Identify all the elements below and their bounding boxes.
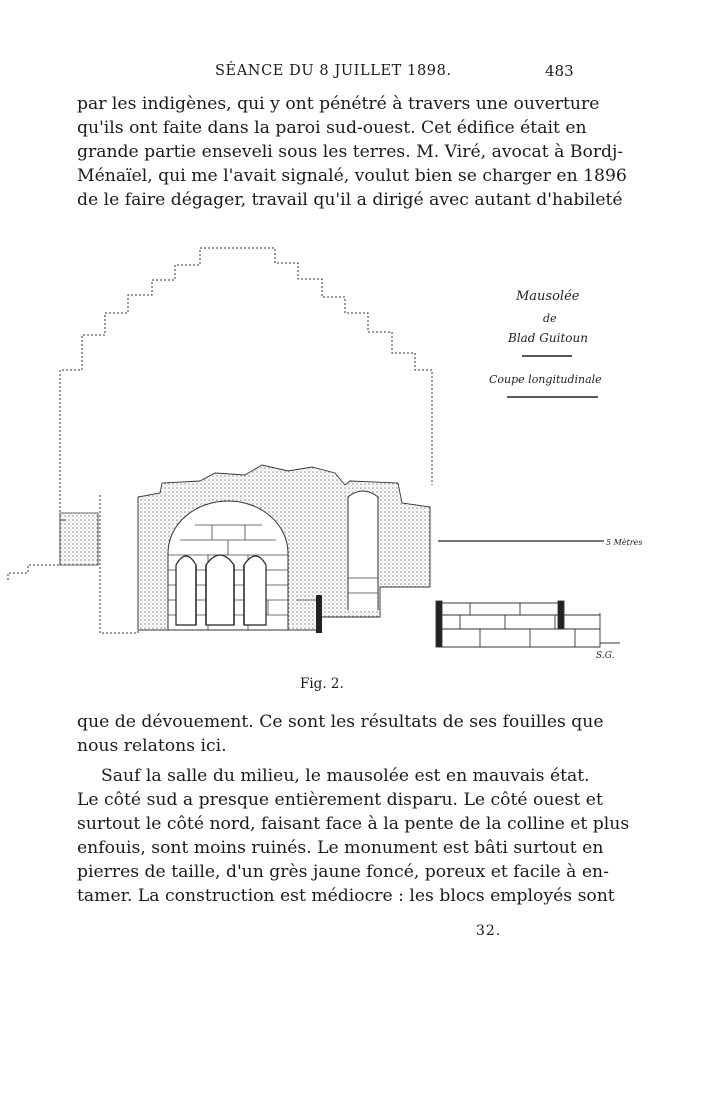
- figure-title-line: Mausolée: [516, 289, 580, 304]
- text-line: pierres de taille, d'un grès jaune foncé, poreux et facile à en-: [77, 862, 609, 882]
- right-masonry: [436, 601, 620, 647]
- paragraph-bottom-2: [77, 764, 630, 908]
- text-line: tamer. La construction est médiocre : les blocs employés sont: [77, 886, 615, 906]
- figure-signature: S.G.: [596, 651, 615, 661]
- text-line: que de dévouement. Ce sont les résultats de ses fouilles que: [77, 712, 604, 732]
- paragraph-bottom-1: [77, 710, 604, 758]
- running-header: SÉANCE DU 8 JUILLET 1898.: [215, 63, 452, 79]
- figure-drawing: [0, 235, 710, 675]
- central-ruin: [138, 465, 430, 633]
- page-number: 483: [545, 62, 574, 80]
- text-line: qu'ils ont faite dans la paroi sud-ouest. Cet édifice était en: [77, 118, 587, 138]
- figure-caption: Fig. 2.: [300, 676, 344, 692]
- text-line: Sauf la salle du milieu, le mausolée est en mauvais état.: [101, 766, 590, 786]
- text-line: Le côté sud a presque entièrement disparu. Le côté ouest et: [77, 790, 603, 810]
- signature-mark: 32.: [476, 923, 502, 939]
- text-line: grande partie enseveli sous les terres. M. Viré, avocat à Bordj-: [77, 142, 624, 162]
- text-line: de le faire dégager, travail qu'il a dirigé avec autant d'habileté: [77, 190, 623, 210]
- figure-subtitle: Coupe longitudinale: [489, 373, 602, 386]
- paragraph-top: [77, 92, 627, 212]
- figure-title-line: de: [543, 312, 557, 325]
- text-line: par les indigènes, qui y ont pénétré à travers une ouverture: [77, 94, 600, 114]
- text-line: nous relatons ici.: [77, 736, 227, 756]
- text-line: surtout le côté nord, faisant face à la pente de la colline et plus: [77, 814, 630, 834]
- scale-label: 5 Mètres: [606, 538, 643, 547]
- text-line: enfouis, sont moins ruinés. Le monument est bâti surtout en: [77, 838, 604, 858]
- text-line: Ménaïel, qui me l'avait signalé, voulut bien se charger en 1896: [77, 166, 627, 186]
- figure-title-line: Blad Guitoun: [508, 331, 588, 345]
- left-wall-fragment: [60, 513, 98, 565]
